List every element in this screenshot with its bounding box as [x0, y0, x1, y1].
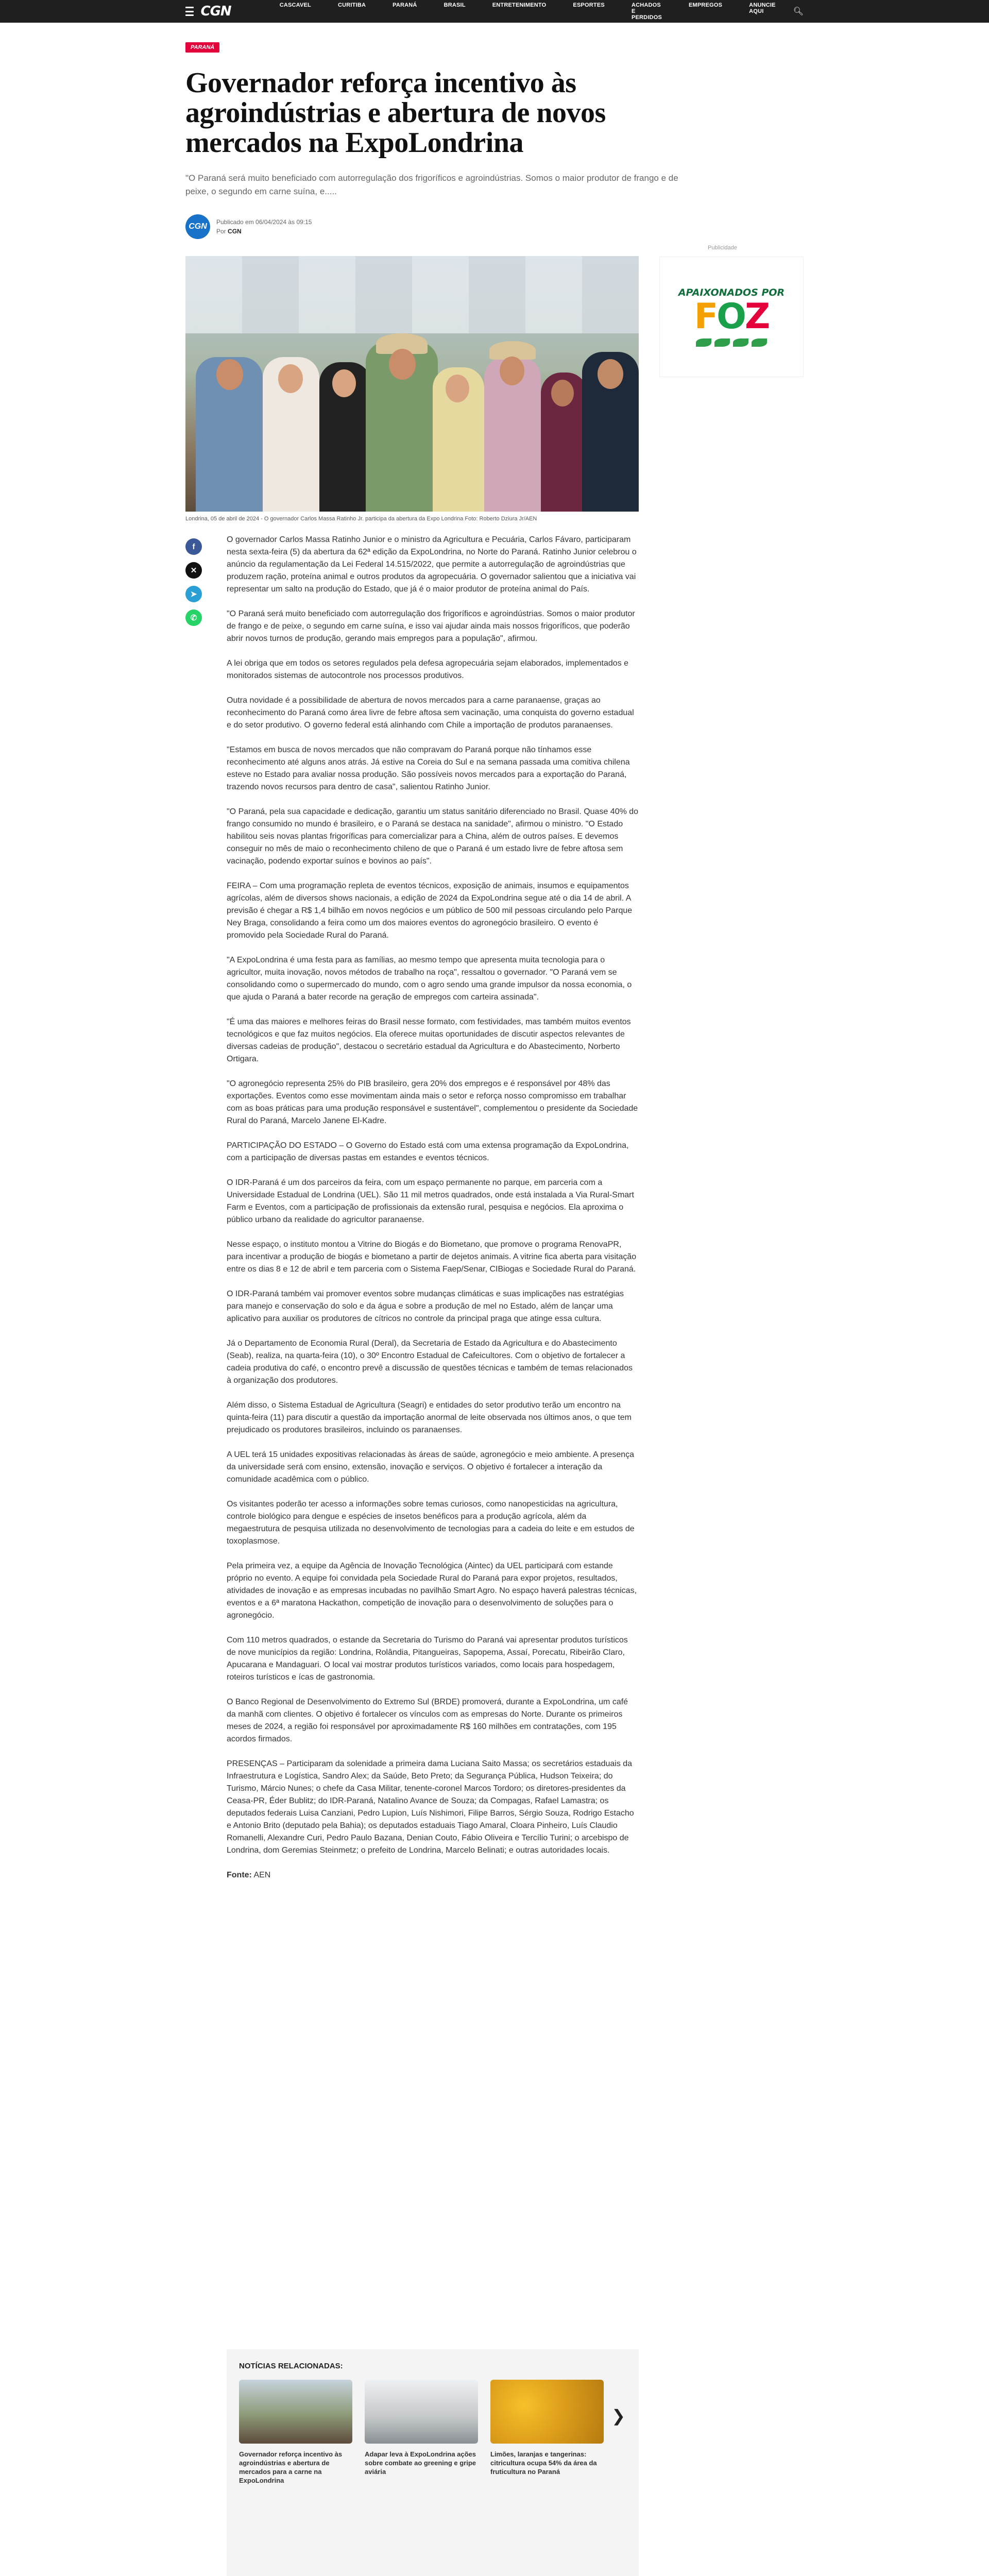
paragraph: A lei obriga que em todos os setores regulados pela defesa agropecuária sejam elaborados, implementados e monitorados sistemas de autocontrole nos processos produtivos. — [227, 659, 629, 680]
paragraph: A UEL terá 15 unidades expositivas relacionadas às áreas de saúde, agronegócio e meio ambiente. A presença da universidade será com ensino, extensão, inovação e serviços. O objetivo é fortalecer a interação da comunidade acadêmica com o público. — [227, 1450, 635, 1484]
category-badge[interactable]: PARANÁ — [185, 42, 219, 53]
author-line — [216, 227, 312, 236]
related-cards — [239, 2380, 626, 2485]
paragraph: "A ExpoLondrina é uma festa para as famílias, ao mesmo tempo que apresenta muita tecnologia para o agricultor, muita inovação, novos métodos de trabalho na roça", ressaltou o governador. "O Paraná vem se consolidando como o supermercado do mundo, com o agro sendo uma grande impulsor da nossa economia, o que ajuda o Paraná a bater recorde na geração de empregos com carteira assinada". — [227, 956, 632, 1002]
lead-photo — [185, 256, 639, 512]
whatsapp-share-icon[interactable]: ✆ — [185, 609, 202, 626]
article-lead: "O Paraná será muito beneficiado com autorregulação dos frigoríficos e agroindústrias. Somos o maior produtor de frango e de peixe, o segundo em carne suína, e..... — [185, 173, 678, 196]
main-nav — [266, 2, 789, 21]
paragraph: PRESENÇAS – Participaram da solenidade a primeira dama Luciana Saito Massa; os secretários estaduais da Infraestrutura e Logística, Sandro Alex; da Saúde, Beto Preto; da Segurança Pública, Hudson Teixeira; do Turismo, Márcio Nunes; o chefe da Casa Militar, tenente-coronel Marcos Tordoro; os diretores-presidentes da Ceasa-PR, Éder Bublitz; do IDR-Paraná, Natalino Avance de Souza; da Compagas, Rafael Lamastra; os deputados federais Luisa Canziani, Pedro Lupion, Luís Nishimori, Filipe Barros, Sérgio Souza, Rodrigo Estacho e Antonio Brito (deputado pela Bahia); os deputados estaduais Tiago Amaral, Cloara Pinheiro, Luís Claudio Romanelli, Alexandre Curi, Pedro Paulo Bazana, Denian Couto, Fábio Oliveira e Tercílio Turini; o arcebispo de Londrina, dom Geremias Steinmetz; o prefeito de Londrina, Marcelo Belinati; e outras autoridades locais. — [227, 1759, 634, 1855]
related-heading: NOTÍCIAS RELACIONADAS: — [239, 2362, 343, 2370]
site-logo[interactable]: CGN — [200, 4, 231, 19]
paragraph: O IDR-Paraná é um dos parceiros da feira, com um espaço permanente no parque, em parceria com a Universidade Estadual de Londrina (UEL). São 11 mil metros quadrados, onde está instalada a Via Rural-Smart Farm e Eventos, com a participação de profissionais da extensão rural, pesquisa e negócios. Ela aproxima o público urbano da realidade do agricultor paranaense. — [227, 1178, 634, 1224]
related-card[interactable] — [239, 2380, 352, 2485]
nav-item-curitiba[interactable]: CURITIBA — [337, 2, 366, 8]
paragraph: FEIRA – Com uma programação repleta de eventos técnicos, exposição de animais, insumos e equipamentos agrícolas, além de diversos shows nacionais, a edição de 2024 da ExpoLondrina segue até o dia 14 de abril. A previsão é chegar a R$ 1,4 bilhão em novos negócios e um público de 500 mil pessoas circulando pelo Parque Ney Braga, consolidando a feira como um dos maiores eventos do agronegócio brasileiro. O evento é promovido pela Sociedade Rural do Paraná. — [227, 882, 633, 940]
related-card[interactable] — [490, 2380, 604, 2485]
nav-item-brasil[interactable]: BRASIL — [444, 2, 466, 8]
nav-item-esportes[interactable]: ESPORTES — [573, 2, 605, 8]
photo-caption: Londrina, 05 de abril de 2024 - O governador Carlos Massa Ratinho Jr. participa da abertura da Expo Londrina Foto: Roberto Dziura Jr/AEN — [185, 516, 537, 522]
search-icon[interactable]: 🔍︎ — [793, 7, 804, 16]
ad-letter: F — [694, 296, 717, 337]
menu-icon[interactable] — [185, 7, 194, 16]
paragraph: "O agronegócio representa 25% do PIB brasileiro, gera 20% dos empregos e é responsável por 48% das exportações. Eventos como esse movimentam ainda mais o setor e reforça nosso compromisso em trabalhar com as boas práticas para uma produção responsável e sustentável", complementou o presidente da Sociedade Rural do Paraná, Marcelo Janene El-Kadre. — [227, 1079, 638, 1125]
x-share-icon[interactable]: ✕ — [185, 562, 202, 579]
by-label: Por — [216, 228, 226, 235]
nav-item-cascavel[interactable]: CASCAVEL — [279, 2, 311, 8]
paragraph: "O Paraná, pela sua capacidade e dedicação, garantiu um status sanitário diferenciado no Brasil. Quase 40% do frango consumido no mundo é brasileiro, e o Paraná se destaca na sanidade", afirmou o ministro. "O Estado habilitou seis novas plantas frigoríficas para comercializar para a China, além de outros países. E devemos conseguir no mês de maio o reconhecimento chileno de que o Paraná é um estado livre de febre aftosa sem vacinação, podendo exportar suínos e bovinos ao país". — [227, 807, 639, 866]
related-card[interactable] — [365, 2380, 478, 2485]
telegram-share-icon[interactable]: ➤ — [185, 586, 202, 602]
chevron-right-icon[interactable]: ❯ — [611, 2406, 625, 2425]
related-title: Adapar leva à ExpoLondrina ações sobre combate ao greening e gripe aviária — [365, 2450, 476, 2476]
related-news — [227, 2349, 639, 2576]
ad-label: Publicidade — [708, 245, 737, 251]
paragraph: Com 110 metros quadrados, o estande da Secretaria do Turismo do Paraná vai apresentar produtos turísticos de nove municípios da região: Londrina, Rolândia, Pitangueiras, Sapopema, Assaí, Porecatu, Ribeirão Claro, Apucarana e Mandaguari. O local vai mostrar produtos turísticos variados, como locais para hospedagem, roteiros turísticos e ícas de gastronomia. — [227, 1636, 628, 1682]
related-thumb — [365, 2380, 478, 2444]
paragraph: O IDR-Paraná também vai promover eventos sobre mudanças climáticas e suas implicações nas estratégias para manejo e conservação do solo e da água e sobre a produção de mel no Estado, além de lançar uma aplicativo para auxiliar os produtores de cítricos no controle da principal praga que atinge essa cultura. — [227, 1290, 624, 1323]
top-navbar — [0, 0, 989, 23]
avatar: CGN — [185, 214, 210, 239]
facebook-share-icon[interactable]: f — [185, 538, 202, 555]
paragraph: Nesse espaço, o instituto montou a Vitrine do Biogás e do Biometano, que promove o programa RenovaPR, para incentivar a produção de biogás e biometano a partir de dejetos animais. A vitrine fica aberta para visitação entre os dias 8 e 12 de abril e tem parceria com o Sistema Faep/Senar, CIBiogas e Sociedade Rural do Paraná. — [227, 1240, 637, 1274]
nav-item-anuncie[interactable]: ANUNCIE AQUI — [749, 2, 776, 14]
paragraph: Já o Departamento de Economia Rural (Deral), da Secretaria de Estado da Agricultura e do Abastecimento (Seab), realiza, na quarta-feira (10), o 30º Encontro Estadual de Cafeicultores. Com o objetivo de fortalecer a cadeia produtiva do café, o encontro prevê a discussão de questões técnicas e também de temas relacionados à organização dos produtores. — [227, 1339, 633, 1385]
paragraph: Além disso, o Sistema Estadual de Agricultura (Seagri) e entidades do setor produtivo terão um encontro na quinta-feira (11) para discutir a questão da importação anormal de leite observada nos últimos anos, o que tem prejudicado os produtores brasileiros, incluindo os paranaenses. — [227, 1401, 632, 1434]
lead-figure — [185, 256, 639, 522]
navbar-inner — [185, 0, 804, 23]
paragraph: O Banco Regional de Desenvolvimento do Extremo Sul (BRDE) promoverá, durante a ExpoLondrina, um café da manhã com clientes. O objetivo é fortalecer os vínculos com as empresas do Norte. Durante os primeiros meses de 2024, a região foi responsável por aproximadamente R$ 160 milhões em contratações, com 195 acordos firmados. — [227, 1698, 628, 1743]
author-name[interactable]: CGN — [228, 228, 242, 235]
related-title: Governador reforça incentivo às agroindústrias e abertura de mercados para a carne na ExpoLondrina — [239, 2450, 343, 2484]
paragraph: O governador Carlos Massa Ratinho Junior e o ministro da Agricultura e Pecuária, Carlos Fávaro, participaram nesta sexta-feira (5) da abertura da 62ª edição da ExpoLondrina, no Norte do Paraná. Ratinho Junior celebrou o anúncio da regulamentação da Lei Federal 14.515/2022, que permite a autorregulação de agroindústrias que produzem ração, proteína animal e outros produtos da agropecuária. O governador salientou que a iniciativa vai representar um salto na produção do Estado, que já é o maior produtor de proteína animal do País. — [227, 535, 637, 594]
source-line — [227, 1869, 639, 1882]
nav-item-parana[interactable]: PARANÁ — [393, 2, 417, 8]
nav-item-achados[interactable]: ACHADOS E PERDIDOS — [631, 2, 662, 21]
related-title: Limões, laranjas e tangerinas: citricultura ocupa 54% da área da fruticultura no Paraná — [490, 2450, 597, 2476]
paragraph: PARTICIPAÇÃO DO ESTADO – O Governo do Estado está com uma extensa programação da ExpoLondrina, com a participação de diversas pastas em estandes e eventos técnicos. — [227, 1141, 629, 1162]
ad-letter: Z — [744, 296, 769, 337]
share-bar — [185, 538, 202, 626]
author-row — [185, 214, 312, 239]
sidebar-ad[interactable] — [659, 257, 804, 377]
paragraph: "É uma das maiores e melhores feiras do Brasil nesse formato, com festividades, mas também muitos eventos tecnológicos e que faz muitos negócios. Ela oferece muitas oportunidades de discutir aspectos relevantes de diversas cadeias de produção", destacou o secretário estadual da Agricultura e do Abastecimento, Norberto Ortigara. — [227, 1018, 631, 1063]
ad-letter: O — [717, 296, 745, 337]
author-meta — [216, 217, 312, 236]
nav-item-entretenimento[interactable]: ENTRETENIMENTO — [492, 2, 547, 8]
ad-decoration — [696, 338, 767, 347]
ad-headline: APAIXONADOS POR — [678, 287, 785, 298]
paragraph: Os visitantes poderão ter acesso a informações sobre temas curiosos, como nanopesticidas na agricultura, controle biológico para dengue e espécies de insetos benéficos para a produção agrícola, além da megaestrutura de pesquisa utilizada no desenvolvimento de tecnologias para a cadeia do leite e em estudos de toxoplasmose. — [227, 1500, 635, 1546]
ad-word — [694, 298, 769, 335]
paragraph: "O Paraná será muito beneficiado com autorregulação dos frigoríficos e agroindústrias. Somos o maior produtor de frango e de peixe, o segundo em carne suína, e isso vai ajudar ainda mais nossos frigoríficos, que poderão abrir novos turnos de produção, gerando mais empregos para a população", afirmou. — [227, 609, 635, 643]
published-date: Publicado em 06/04/2024 às 09:15 — [216, 218, 312, 226]
paragraph: Outra novidade é a possibilidade de abertura de novos mercados para a carne paranaense, graças ao reconhecimento do Paraná como área livre de febre aftosa sem vacinação, uma conquista do governo estadual e do setor produtivo. O governo federal está alinhando com Chile a importação de produtos paranaenses. — [227, 696, 634, 730]
nav-item-empregos[interactable]: EMPREGOS — [689, 2, 723, 8]
source-value: AEN — [253, 1871, 271, 1879]
paragraph: "Estamos em busca de novos mercados que não compravam do Paraná porque não tínhamos esse reconhecimento até alguns anos atrás. Já estive na Coreia do Sul e na semana passada uma comitiva chilena esteve no Estado para avaliar nossa produção. São possíveis novos mercados para a exportação do Paraná, trazendo novos recursos para dentro de casa", salientou Ratinho Junior. — [227, 745, 630, 791]
article-body — [227, 534, 639, 1894]
source-label: Fonte: — [227, 1871, 252, 1879]
paragraph: Pela primeira vez, a equipe da Agência de Inovação Tecnológica (Aintec) da UEL participará com estande próprio no evento. A equipe foi convidada pela Sociedade Rural do Paraná para expor projetos, resultados, atividades de inovação e as empresas incubadas no pavilhão Smart Agro. No espaço haverá palestras técnicas, eventos e a 6ª maratona Hackathon, competição de inovação para o desenvolvimento de soluções para o agronegócio. — [227, 1562, 637, 1620]
article-title: Governador reforça incentivo às agroindústrias e abertura de novos mercados na ExpoLondrina — [185, 67, 606, 159]
related-thumb — [239, 2380, 352, 2444]
related-thumb — [490, 2380, 604, 2444]
